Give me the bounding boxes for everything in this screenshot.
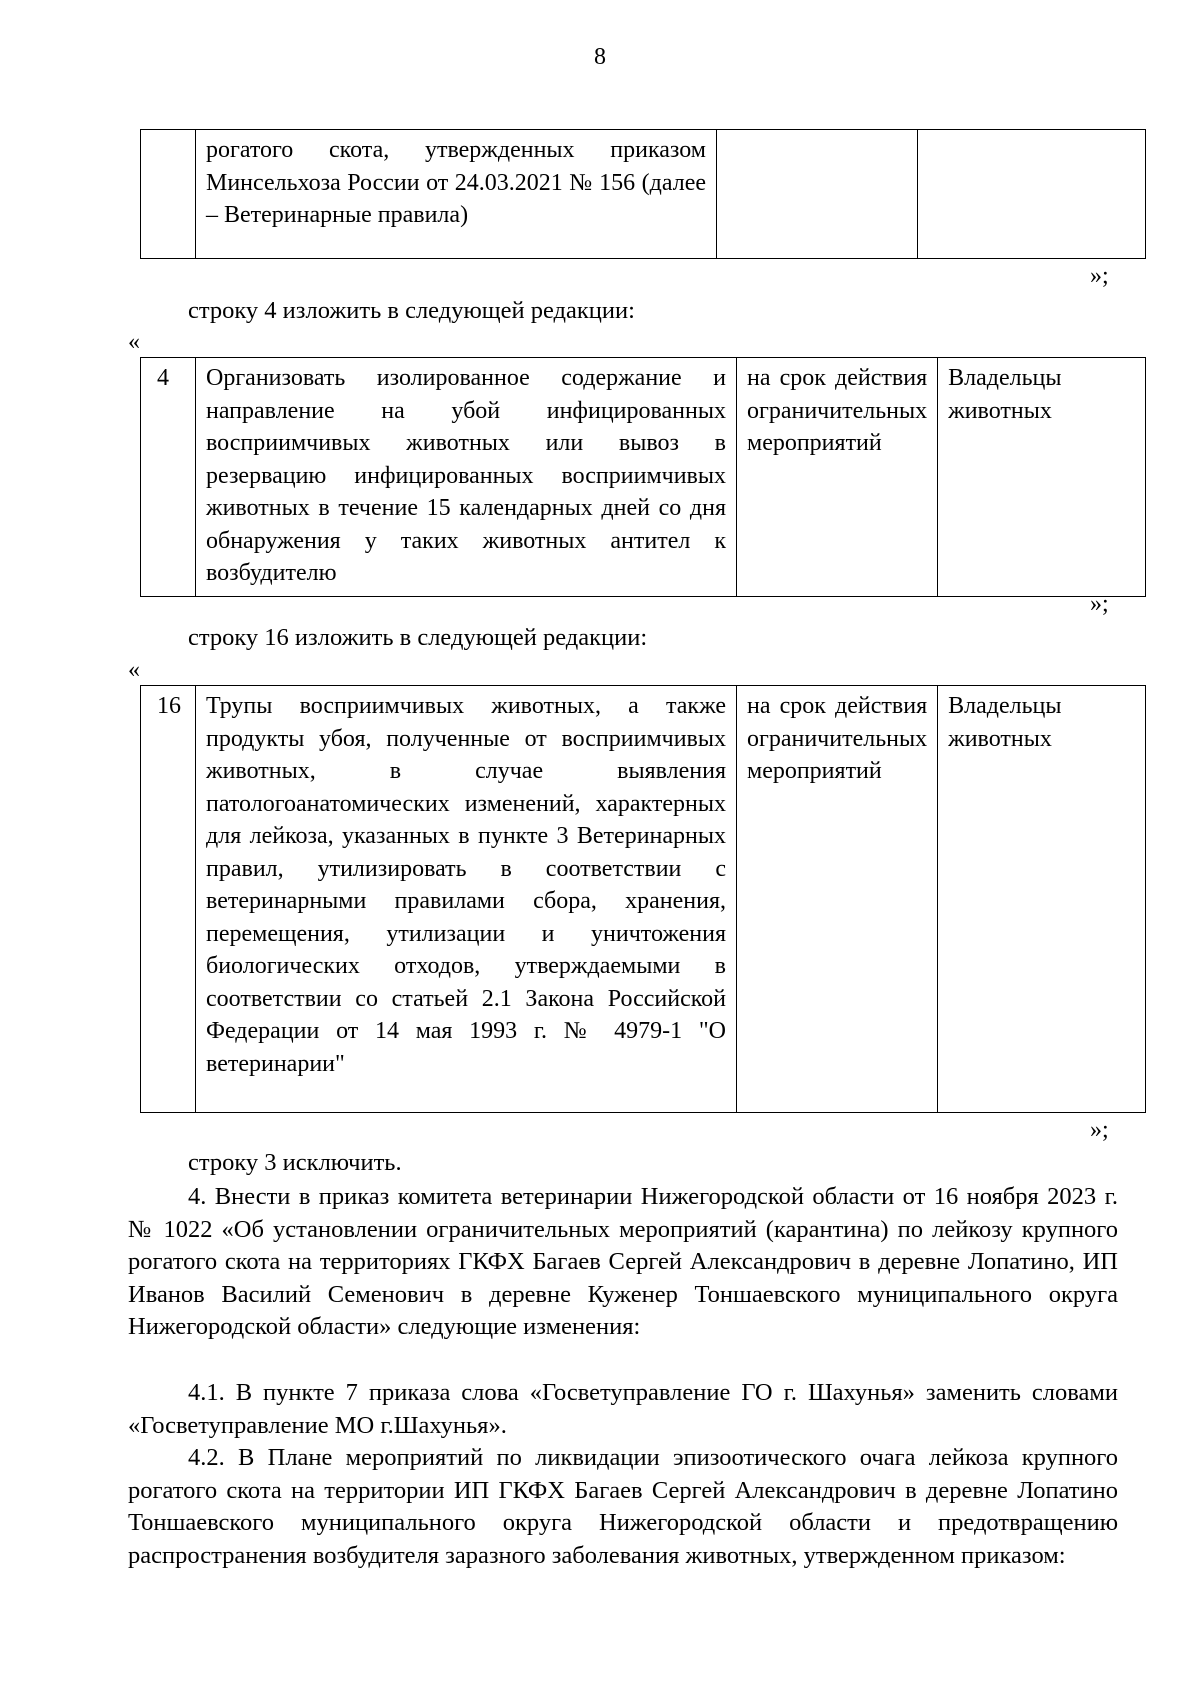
closing-quote: »; — [1090, 263, 1109, 289]
row-measure: Организовать изолированное содержание и направление на убой инфицированных восприимчивых животных или вывоз в резервацию инфицированных восприимчивых животных в течение 15 календарных дней со дня обнаружения у таких животных антител к возбудителю — [196, 358, 737, 597]
paragraph-4: 4. Внести в приказ комитета ветеринарии Нижегородской области от 16 ноября 2023 г. № 1022 «Об установлении ограничительных мероприятий (карантина) по лейкозу крупного рогатого скота на территориях ГКФХ Багаев Сергей Александрович в деревне Лопатино, ИП Иванов Василий Семенович в деревне Куженер Тоншаевского муниципального округа Нижегородской области» следующие изменения: — [128, 1183, 1118, 1340]
row-4-table — [140, 357, 1146, 597]
row-measure: рогатого скота, утвержденных приказом Минсельхоза России от 24.03.2021 № 156 (далее – Ветеринарные правила) — [196, 130, 717, 259]
paragraph-4-1: 4.1. В пункте 7 приказа слова «Госветуправление ГО г. Шахунья» заменить словами «Госветуправление МО г.Шахунья». — [128, 1379, 1118, 1439]
instruction-row-4: строку 4 изложить в следующей редакции: — [188, 297, 635, 324]
row-responsible — [918, 130, 1146, 259]
row-term: на срок действия ограничительных мероприятий — [737, 358, 938, 597]
table-row — [141, 130, 1146, 259]
row-term — [717, 130, 918, 259]
row-responsible: Владельцы животных — [938, 686, 1146, 1113]
closing-quote: »; — [1090, 1117, 1109, 1143]
row-term: на срок действия ограничительных мероприятий — [737, 686, 938, 1113]
table-row — [141, 686, 1146, 1113]
top-table — [140, 129, 1146, 259]
row-number — [141, 130, 196, 259]
page-number: 8 — [594, 44, 606, 70]
row-responsible: Владельцы животных — [938, 358, 1146, 597]
table-row — [141, 358, 1146, 597]
paragraph-4-2: 4.2. В Плане мероприятий по ликвидации эпизоотического очага лейкоза крупного рогатого скота на территории ИП ГКФХ Багаев Сергей Александрович в деревне Лопатино Тоншаевского муниципального округа Нижегородской области и предотвращению распространения возбудителя заразного заболевания животных, утвержденном приказом: — [128, 1444, 1118, 1569]
row-measure: Трупы восприимчивых животных, а также продукты убоя, полученные от восприимчивых животных, в случае выявления патологоанатомических изменений, характерных для лейкоза, указанных в пункте 3 Ветеринарных правил, утилизировать в соответствии с ветеринарными правилами сбора, хранения, перемещения, утилизации и уничтожения биологических отходов, утверждаемыми в соответствии со статьей 2.1 Закона Российской Федерации от 14 мая 1993 г. № 4979-1 "О ветеринарии" — [196, 686, 737, 1113]
closing-quote: »; — [1090, 591, 1109, 617]
opening-quote: « — [128, 329, 140, 355]
instruction-row-16: строку 16 изложить в следующей редакции: — [188, 624, 648, 651]
instruction-row-3: строку 3 исключить. — [188, 1149, 402, 1176]
opening-quote: « — [128, 657, 140, 683]
row-number: 4 — [141, 358, 196, 597]
row-number: 16 — [141, 686, 196, 1113]
row-16-table — [140, 685, 1146, 1113]
